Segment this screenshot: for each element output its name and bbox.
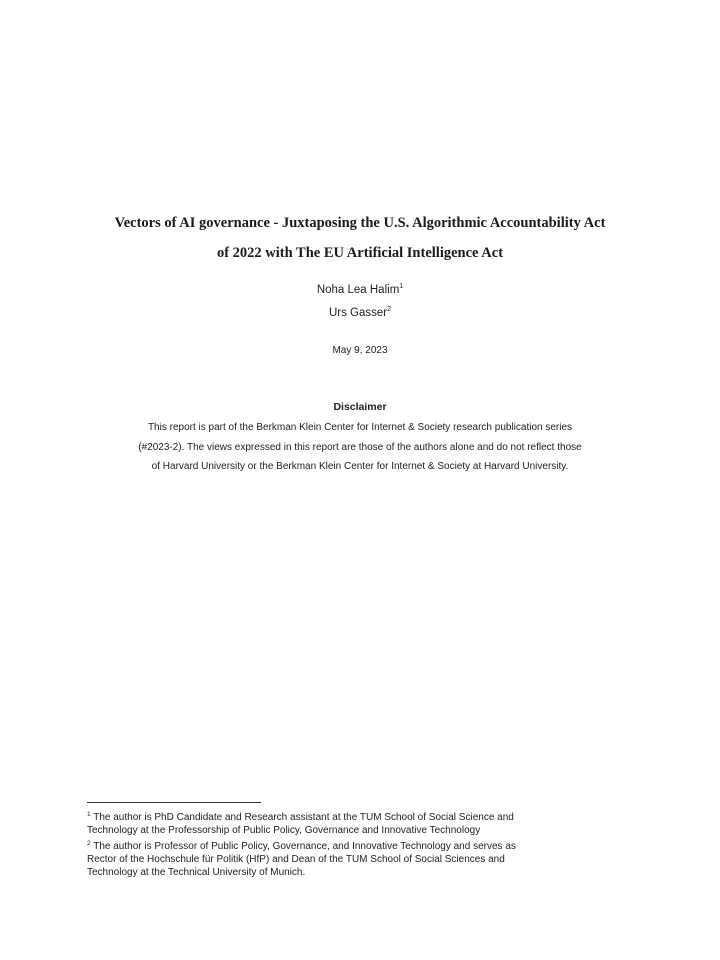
footnote-divider <box>87 802 261 803</box>
footnote-mark: 2 <box>387 306 392 313</box>
footnotes <box>87 808 647 879</box>
disclaimer-line: of Harvard University or the Berkman Klein Center for Internet & Society at Harvard University. <box>151 461 569 472</box>
author-name: Noha Lea Halim <box>316 284 400 296</box>
footnote-line: Technology at the Professorship of Public Policy, Governance and Innovative Technology <box>87 825 481 836</box>
author-list <box>0 277 720 323</box>
footnote-text: The author is PhD Candidate and Research assistant at the TUM School of Social Science and <box>93 812 514 823</box>
footnote-mark: 1 <box>87 811 91 818</box>
title-line: Vectors of AI governance - Juxtaposing the U.S. Algorithmic Accountability Act <box>114 215 606 231</box>
footnote-mark: 1 <box>399 283 404 290</box>
footnote-mark: 2 <box>87 840 91 847</box>
author <box>0 277 720 300</box>
footnote-text: The author is Professor of Public Policy, Governance, and Innovative Technology and serves as <box>93 841 516 852</box>
footnote-line <box>87 837 647 853</box>
title-line: of 2022 with The EU Artificial Intelligence Act <box>216 245 504 261</box>
author-name: Urs Gasser <box>328 307 388 319</box>
disclaimer-heading: Disclaimer <box>333 401 387 413</box>
document-title <box>60 208 660 268</box>
footnote-line: Technology at the Technical University of Munich. <box>87 867 306 878</box>
disclaimer-line: This report is part of the Berkman Klein Center for Internet & Society research publication series <box>147 422 573 433</box>
author <box>0 300 720 323</box>
disclaimer-text <box>95 418 625 477</box>
footnote-line <box>87 808 647 824</box>
footnote-line: Rector of the Hochschule für Politik (HfP) and Dean of the TUM School of Social Sciences and <box>87 854 505 865</box>
disclaimer-line: (#2023-2). The views expressed in this report are those of the authors alone and do not reflect those <box>138 441 582 453</box>
publication-date: May 9, 2023 <box>332 345 388 356</box>
